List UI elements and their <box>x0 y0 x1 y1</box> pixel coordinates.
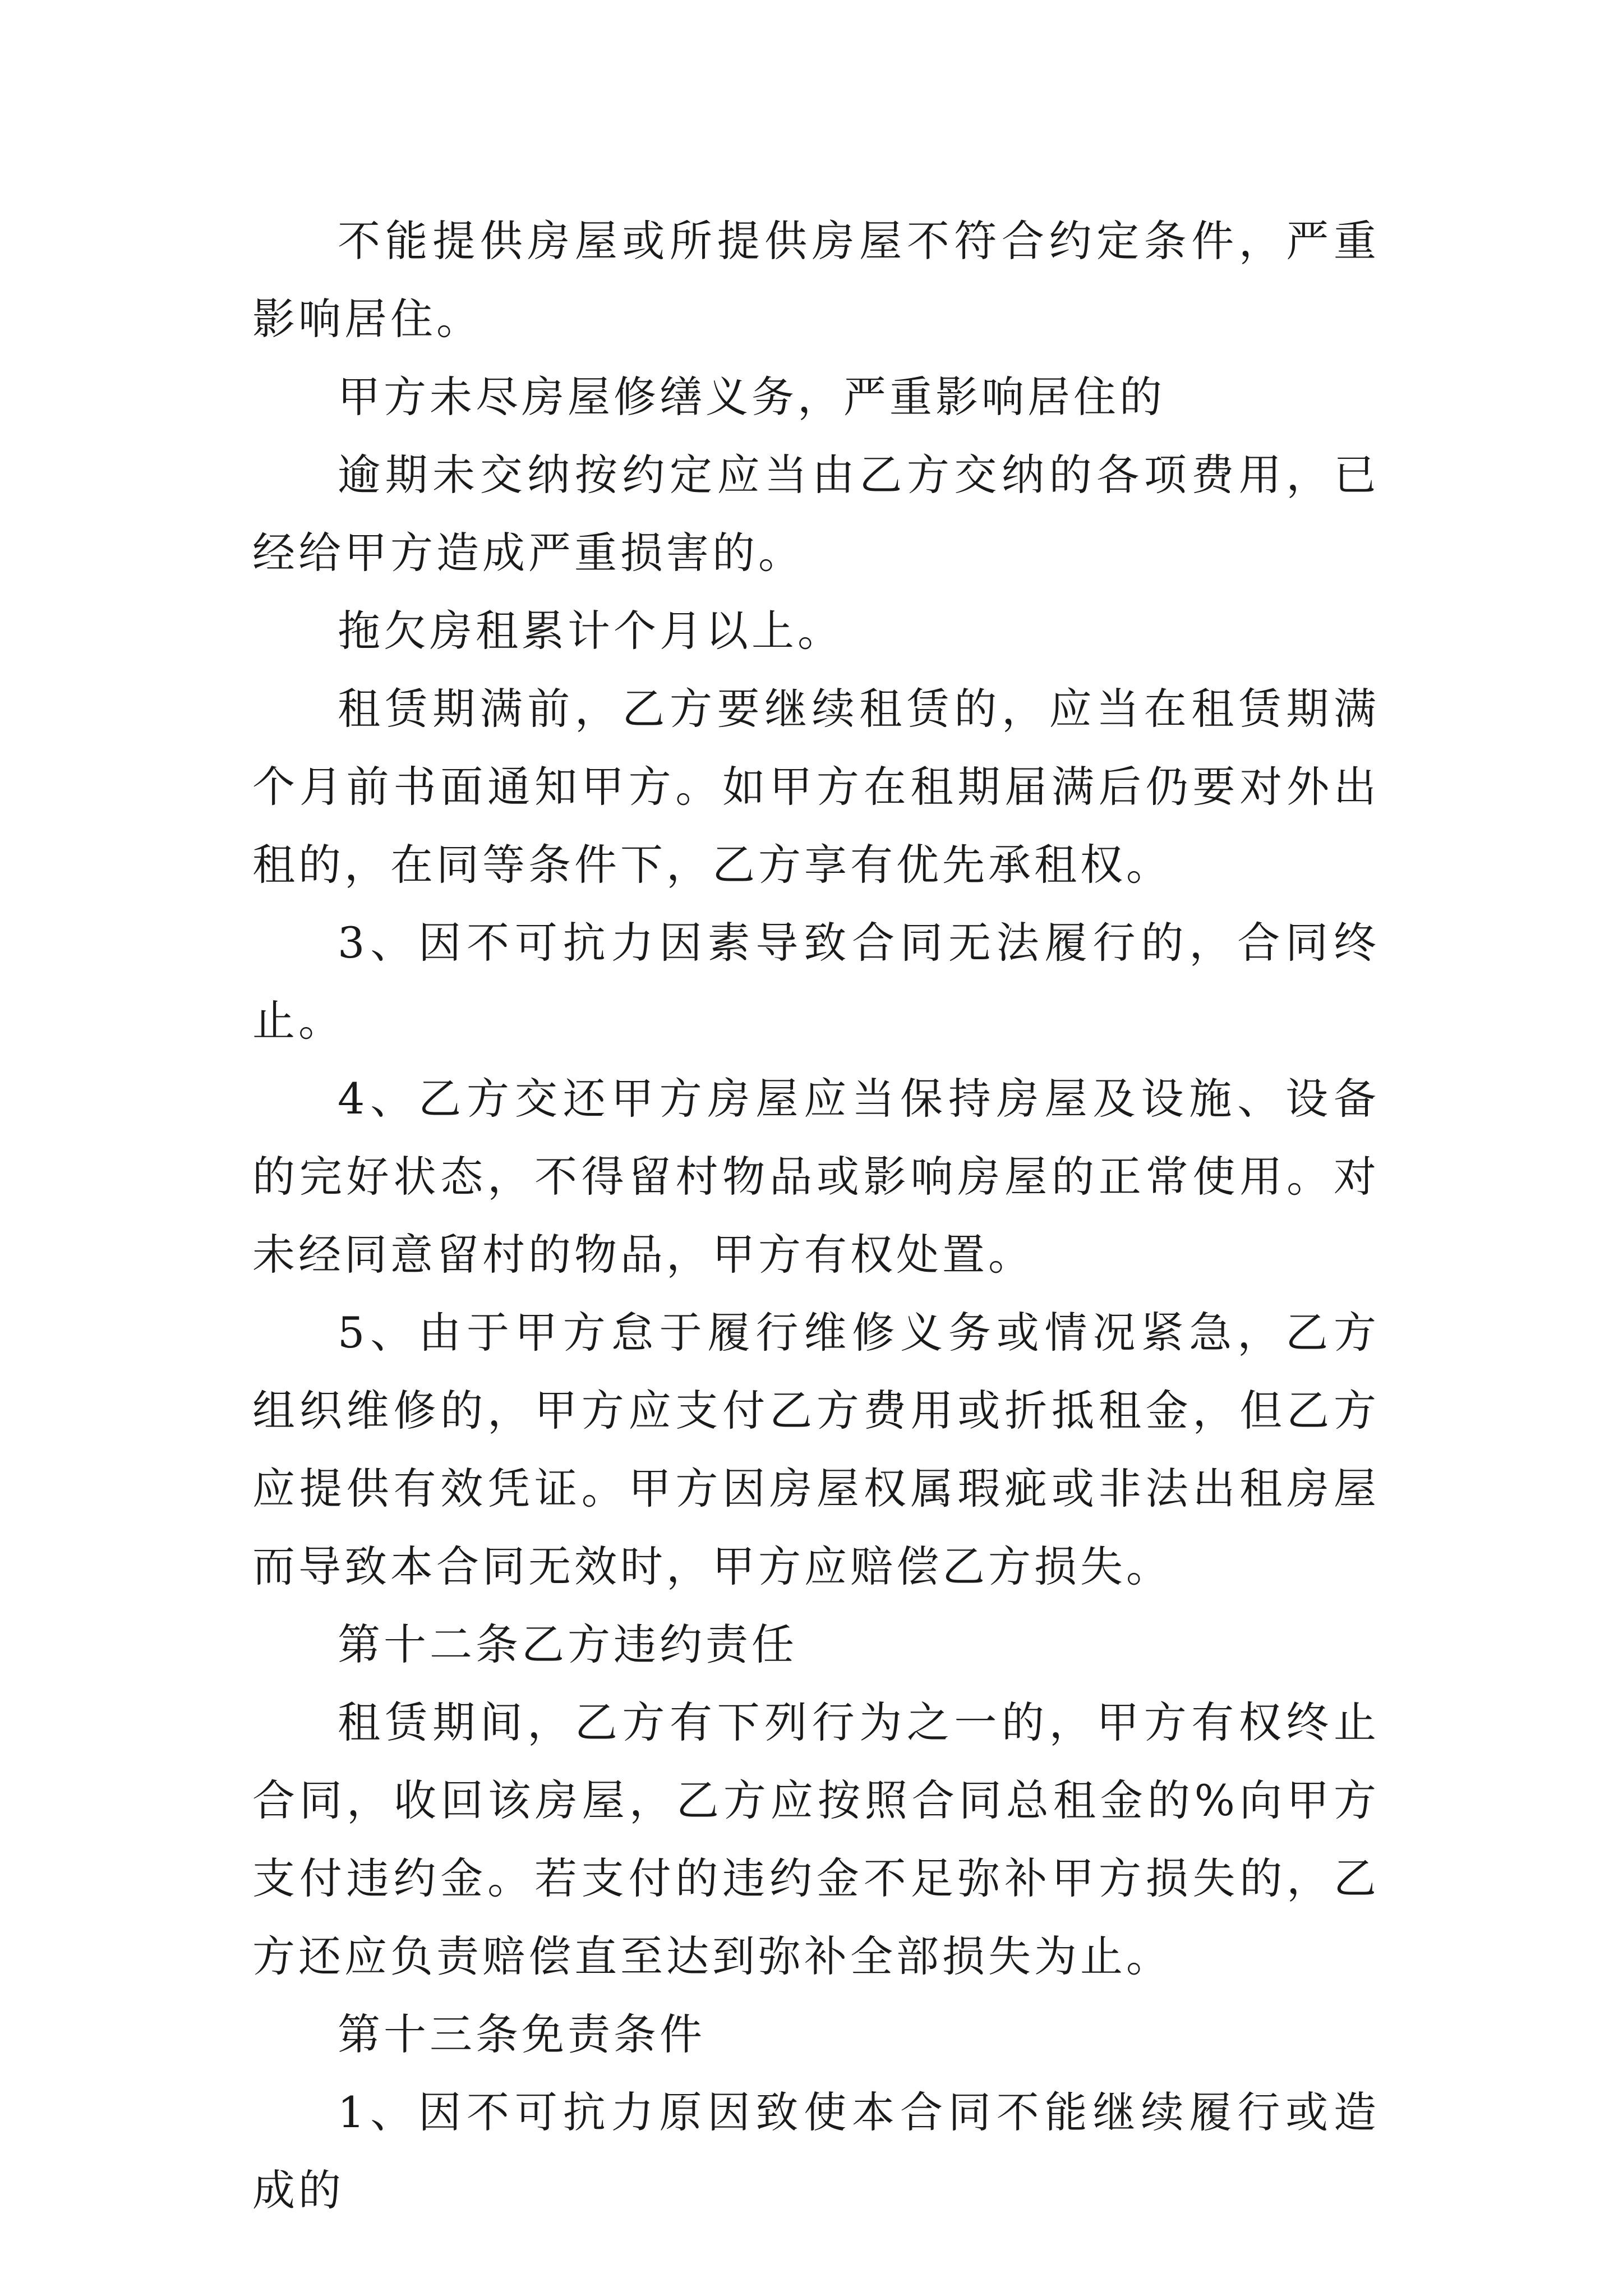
heading-article-12: 第十二条乙方违约责任 <box>338 1619 797 1669</box>
document-body <box>252 202 1380 2229</box>
paragraph-overdue-fees: 逾期未交纳按约定应当由乙方交纳的各项费用，已经给甲方造成严重损害的。 <box>252 450 1380 578</box>
paragraph-repair-duty: 甲方未尽房屋修缮义务，严重影响居住的 <box>338 372 1165 422</box>
paragraph-unsuitable-house: 不能提供房屋或所提供房屋不符合约定条件，严重影响居住。 <box>252 216 1380 344</box>
paragraph-renewal: 租赁期满前，乙方要继续租赁的，应当在租赁期满个月前书面通知甲方。如甲方在租期届满后仍要对外出租的，在同等条件下，乙方享有优先承租权。 <box>252 684 1380 890</box>
paragraph-rent-arrears: 拖欠房租累计个月以上。 <box>338 606 843 656</box>
paragraph-return-house: 4、乙方交还甲方房屋应当保持房屋及设施、设备的完好状态，不得留村物品或影响房屋的正常使用。对未经同意留村的物品，甲方有权处置。 <box>252 1074 1380 1280</box>
paragraph-exemption: 1、因不可抗力原因致使本合同不能继续履行或造成的 <box>252 2087 1380 2215</box>
heading-article-13: 第十三条免责条件 <box>338 2009 706 2059</box>
paragraph-repair-costs: 5、由于甲方怠于履行维修义务或情况紧急，乙方组织维修的，甲方应支付乙方费用或折抵租金，但乙方应提供有效凭证。甲方因房屋权属瑕疵或非法出租房屋而导致本合同无效时，甲方应赔偿乙方损失。 <box>252 1308 1380 1591</box>
paragraph-tenant-liability: 租赁期间，乙方有下列行为之一的，甲方有权终止合同，收回该房屋，乙方应按照合同总租金的%向甲方支付违约金。若支付的违约金不足弥补甲方损失的，乙方还应负责赔偿直至达到弥补全部损失为止。 <box>252 1697 1380 1981</box>
paragraph-force-majeure-termination: 3、因不可抗力因素导致合同无法履行的，合同终止。 <box>252 918 1380 1046</box>
